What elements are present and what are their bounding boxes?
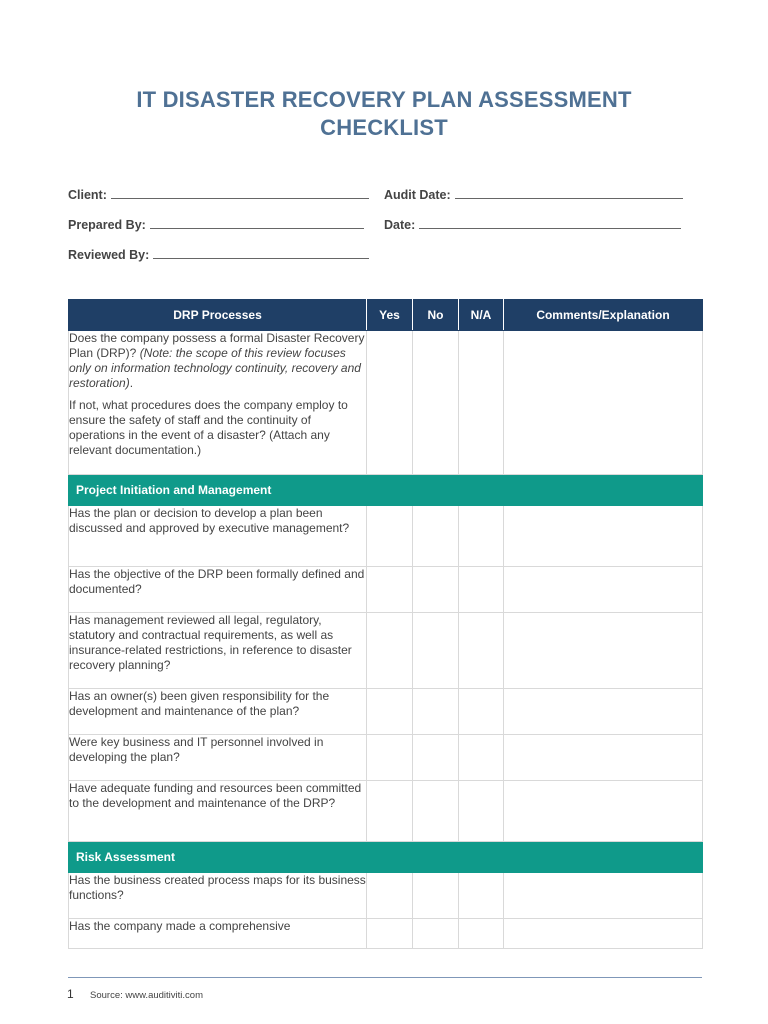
section-title: Project Initiation and Management (69, 475, 703, 506)
no-cell[interactable] (413, 331, 459, 475)
table-row (69, 689, 703, 735)
yes-cell[interactable] (367, 873, 413, 919)
date-blank[interactable] (419, 216, 681, 229)
yes-cell[interactable] (367, 567, 413, 613)
table-row (69, 613, 703, 689)
intro-text: Does the company possess a formal Disaster Recovery Plan (DRP)? (69, 331, 365, 360)
section-no-cell (413, 842, 459, 873)
na-cell[interactable] (459, 919, 504, 949)
header-no: No (413, 300, 459, 331)
table-header-row (69, 300, 703, 331)
client-label: Client: (68, 188, 107, 202)
na-cell[interactable] (459, 331, 504, 475)
table-row (69, 735, 703, 781)
page-number: 1 (67, 987, 74, 1001)
title-line-1: IT DISASTER RECOVERY PLAN ASSESSMENT (136, 87, 632, 112)
na-cell[interactable] (459, 873, 504, 919)
yes-cell[interactable] (367, 689, 413, 735)
table-row (69, 873, 703, 919)
table-row (69, 781, 703, 842)
comments-cell[interactable] (504, 567, 703, 613)
section-row (69, 842, 703, 873)
na-cell[interactable] (459, 689, 504, 735)
table-row (69, 331, 703, 475)
no-cell[interactable] (413, 613, 459, 689)
source-note: Source: www.auditiviti.com (90, 990, 203, 1001)
yes-cell[interactable] (367, 781, 413, 842)
comments-cell[interactable] (504, 873, 703, 919)
intro-paragraph-2: If not, what procedures does the company employ to ensure the safety of staff and the continuity of operations in the event of a disaster? (Attach any relevant documentation.) (69, 398, 348, 457)
footer-divider (68, 977, 702, 978)
prepared-by-field[interactable] (68, 216, 364, 232)
client-field[interactable] (68, 186, 369, 202)
question-cell: Has the objective of the DRP been formally defined and documented? (69, 567, 367, 613)
question-cell: Has the business created process maps for its business functions? (69, 873, 367, 919)
date-label: Date: (384, 218, 416, 232)
comments-cell[interactable] (504, 735, 703, 781)
table-row (69, 506, 703, 567)
header-comments: Comments/Explanation (504, 300, 703, 331)
comments-cell[interactable] (504, 613, 703, 689)
question-cell: Were key business and IT personnel involved in developing the plan? (69, 735, 367, 781)
question-cell: Has the plan or decision to develop a plan been discussed and approved by executive management? (69, 506, 367, 567)
na-cell[interactable] (459, 613, 504, 689)
prepared-by-label: Prepared By: (68, 218, 146, 232)
comments-cell[interactable] (504, 919, 703, 949)
audit-date-label: Audit Date: (384, 188, 451, 202)
reviewed-by-label: Reviewed By: (68, 248, 150, 262)
intro-note: (Note: the scope of this review focuses only on information technology continuity, recovery and restoration) (69, 346, 361, 390)
question-cell: Has management reviewed all legal, regulatory, statutory and contractual requirements, as well as insurance-related restrictions, in reference to disaster recovery planning? (69, 613, 367, 689)
section-row (69, 475, 703, 506)
header-na: N/A (459, 300, 504, 331)
no-cell[interactable] (413, 689, 459, 735)
yes-cell[interactable] (367, 919, 413, 949)
yes-cell[interactable] (367, 331, 413, 475)
reviewed-by-field[interactable] (68, 246, 369, 262)
na-cell[interactable] (459, 735, 504, 781)
checklist-table (68, 299, 703, 949)
section-yes-cell (367, 842, 413, 873)
yes-cell[interactable] (367, 735, 413, 781)
na-cell[interactable] (459, 567, 504, 613)
comments-cell[interactable] (504, 781, 703, 842)
header-yes: Yes (367, 300, 413, 331)
table-row (69, 919, 703, 949)
yes-cell[interactable] (367, 506, 413, 567)
no-cell[interactable] (413, 781, 459, 842)
intro-end: . (129, 376, 134, 390)
question-cell: Have adequate funding and resources been committed to the development and maintenance of the DRP? (69, 781, 367, 842)
section-title: Risk Assessment (69, 842, 367, 873)
yes-cell[interactable] (367, 613, 413, 689)
no-cell[interactable] (413, 873, 459, 919)
reviewed-by-blank[interactable] (153, 246, 369, 259)
client-blank[interactable] (111, 186, 369, 199)
question-cell (69, 331, 367, 475)
question-cell: Has an owner(s) been given responsibility for the development and maintenance of the plan? (69, 689, 367, 735)
comments-cell[interactable] (504, 506, 703, 567)
document-title (0, 86, 768, 142)
na-cell[interactable] (459, 781, 504, 842)
comments-cell[interactable] (504, 689, 703, 735)
date-field[interactable] (384, 216, 681, 232)
section-comments-cell (504, 842, 703, 873)
no-cell[interactable] (413, 735, 459, 781)
no-cell[interactable] (413, 506, 459, 567)
header-drp-processes: DRP Processes (69, 300, 367, 331)
no-cell[interactable] (413, 919, 459, 949)
audit-date-field[interactable] (384, 186, 683, 202)
intro-paragraph-1 (69, 331, 366, 391)
section-na-cell (459, 842, 504, 873)
na-cell[interactable] (459, 506, 504, 567)
table-row (69, 567, 703, 613)
audit-date-blank[interactable] (455, 186, 683, 199)
prepared-by-blank[interactable] (150, 216, 364, 229)
no-cell[interactable] (413, 567, 459, 613)
question-cell: Has the company made a comprehensive (69, 919, 367, 949)
comments-cell[interactable] (504, 331, 703, 475)
title-line-2: CHECKLIST (320, 115, 448, 140)
